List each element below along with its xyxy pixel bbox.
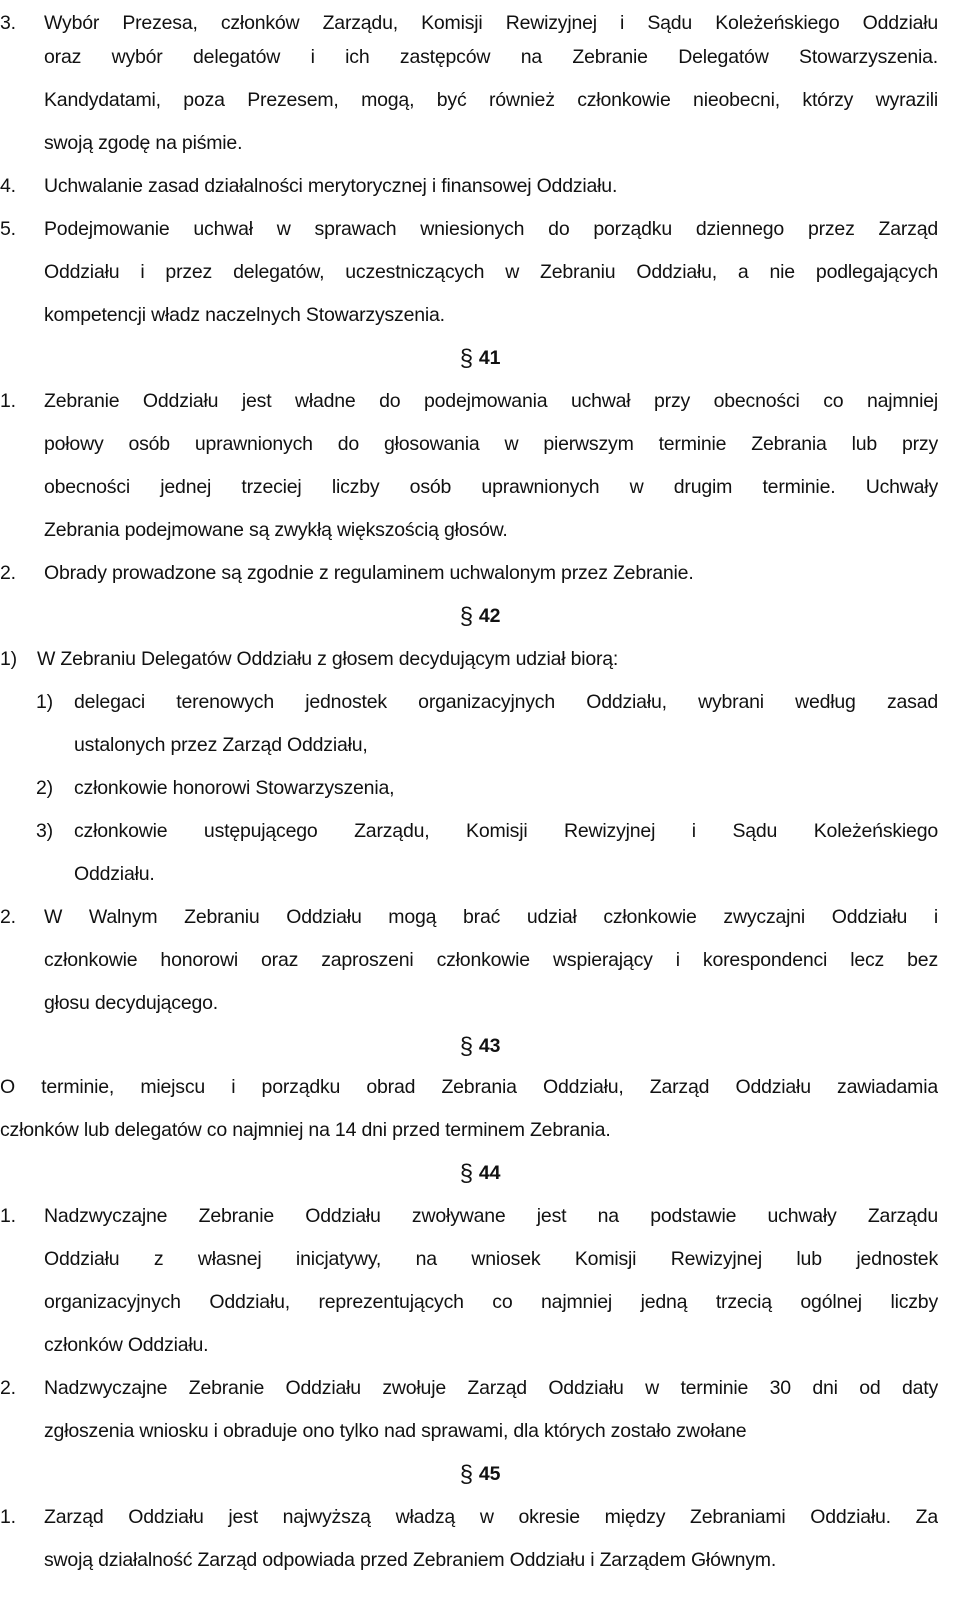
text-line: W Walnym Zebraniu Oddziału mogą brać udział członkowie zwyczajni Oddziału i [44, 906, 938, 928]
text-line: organizacyjnych Oddziału, reprezentujących co najmniej jedną trzecią ogólnej liczby [44, 1291, 938, 1313]
text-line: Kandydatami, poza Prezesem, mogą, być również członkowie nieobecni, którzy wyrazili [44, 89, 938, 111]
item-number: 1. [0, 1506, 16, 1528]
text-line: Nadzwyczajne Zebranie Oddziału zwołuje Zarząd Oddziału w terminie 30 dni od daty [44, 1377, 938, 1399]
text-line: Podejmowanie uchwał w sprawach wniesionych do porządku dziennego przez Zarząd [44, 218, 938, 240]
text-line: swoją zgodę na piśmie. [44, 132, 243, 154]
text-line: obecności jednej trzeciej liczby osób uprawnionych w drugim terminie. Uchwały [44, 476, 938, 498]
section-sign: § [459, 1461, 473, 1488]
text-line: Oddziału z własnej inicjatywy, na wniosek Komisji Rewizyjnej lub jednostek [44, 1248, 938, 1270]
text-line: Nadzwyczajne Zebranie Oddziału zwoływane jest na podstawie uchwały Zarządu [44, 1205, 938, 1227]
sub-item-number: 3) [36, 820, 53, 842]
text-line: Oddziału. [74, 863, 155, 885]
item-number: 2. [0, 906, 16, 928]
section-number: 42 [478, 605, 501, 627]
text-line: swoją działalność Zarząd odpowiada przed Zebraniem Oddziału i Zarządem Głównym. [44, 1549, 777, 1571]
text-line: Uchwalanie zasad działalności merytorycznej i finansowej Oddziału. [44, 175, 618, 197]
item-number: 2. [0, 1377, 16, 1399]
section-number: 43 [478, 1035, 501, 1057]
sub-item-number: 1) [36, 691, 53, 713]
text-line: delegaci terenowych jednostek organizacyjnych Oddziału, wybrani według zasad [74, 691, 938, 713]
item-number: 1. [0, 390, 16, 412]
item-number: 3. [0, 12, 16, 34]
text-line: ustalonych przez Zarząd Oddziału, [74, 734, 368, 756]
item-number: 4. [0, 175, 16, 197]
text-line: Zebranie Oddziału jest władne do podejmowania uchwał przy obecności co najmniej [44, 390, 938, 412]
section-sign: § [459, 345, 473, 372]
section-sign: § [459, 1160, 473, 1187]
text-line: członków lub delegatów co najmniej na 14 dni przed terminem Zebrania. [0, 1119, 611, 1141]
section-heading [0, 343, 960, 372]
item-number: 5. [0, 218, 16, 240]
text-line: członków Oddziału. [44, 1334, 209, 1356]
text-line: Oddziału i przez delegatów, uczestniczących w Zebraniu Oddziału, a nie podlegających [44, 261, 938, 283]
section-number: 44 [478, 1162, 501, 1184]
text-line: Zebrania podejmowane są zwykłą większością głosów. [44, 519, 508, 541]
section-heading [0, 1031, 960, 1060]
text-line: Wybór Prezesa, członków Zarządu, Komisji Rewizyjnej i Sądu Koleżeńskiego Oddziału [44, 12, 938, 34]
section-sign: § [459, 603, 473, 630]
text-line: głosu decydującego. [44, 992, 218, 1014]
text-line: kompetencji władz naczelnych Stowarzyszenia. [44, 304, 445, 326]
section-number: 45 [478, 1463, 501, 1485]
section-heading [0, 601, 960, 630]
text-line: Zarząd Oddziału jest najwyższą władzą w okresie między Zebraniami Oddziału. Za [44, 1506, 938, 1528]
item-number: 1) [0, 648, 17, 670]
text-line: O terminie, miejscu i porządku obrad Zebrania Oddziału, Zarząd Oddziału zawiadamia [0, 1076, 938, 1098]
section-sign: § [459, 1033, 473, 1060]
text-line: członkowie honorowi Stowarzyszenia, [74, 777, 395, 799]
section-heading [0, 1459, 960, 1488]
text-line: połowy osób uprawnionych do głosowania w pierwszym terminie Zebrania lub przy [44, 433, 938, 455]
text-line: Obrady prowadzone są zgodnie z regulaminem uchwalonym przez Zebranie. [44, 562, 694, 584]
section-heading [0, 1158, 960, 1187]
text-line: członkowie honorowi oraz zaproszeni członkowie wspierający i korespondenci lecz bez [44, 949, 938, 971]
text-line: członkowie ustępującego Zarządu, Komisji Rewizyjnej i Sądu Koleżeńskiego [74, 820, 938, 842]
item-number: 1. [0, 1205, 16, 1227]
text-line: oraz wybór delegatów i ich zastępców na Zebranie Delegatów Stowarzyszenia. [44, 46, 938, 68]
text-line: zgłoszenia wniosku i obraduje ono tylko nad sprawami, dla których zostało zwołane [44, 1420, 747, 1442]
text-line: W Zebraniu Delegatów Oddziału z głosem decydującym udział biorą: [37, 648, 619, 670]
section-number: 41 [478, 347, 501, 369]
item-number: 2. [0, 562, 16, 584]
sub-item-number: 2) [36, 777, 53, 799]
